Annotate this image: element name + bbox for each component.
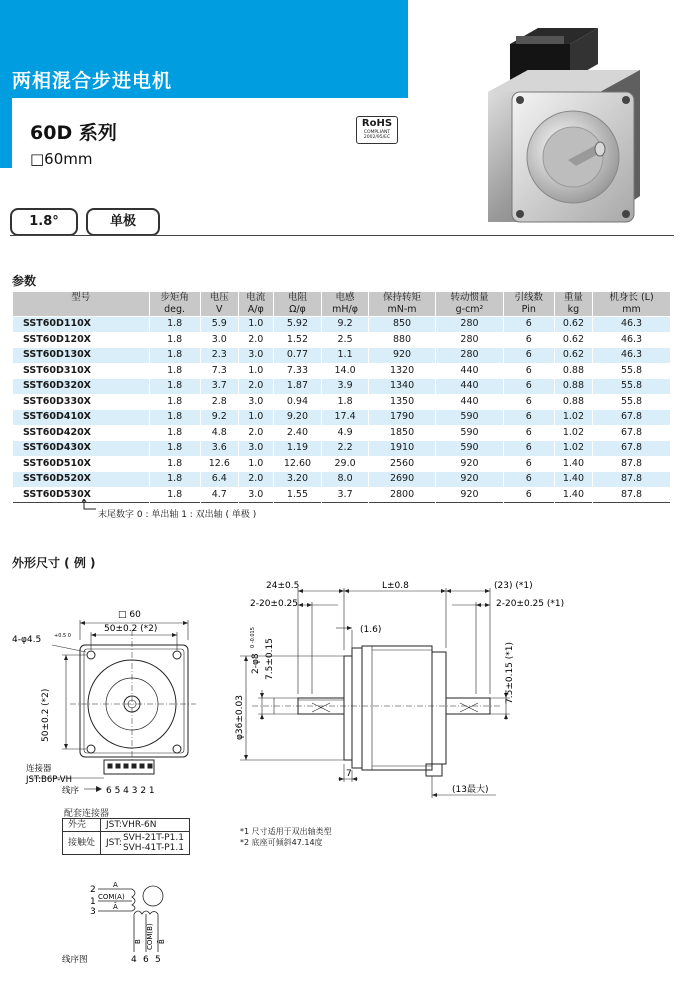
dimensions-heading: 外形尺寸 ( 例 )	[12, 556, 96, 570]
mating-connector-title: 配套连接器	[64, 809, 110, 819]
connector-label: 连接器	[26, 764, 52, 774]
table-row	[13, 456, 671, 472]
value-cell: 7.33	[273, 363, 322, 379]
value-cell: 0.62	[554, 348, 592, 364]
value-cell: 87.8	[593, 472, 670, 488]
model-cell: SST60D520X	[13, 472, 150, 488]
value-cell: 67.8	[593, 425, 670, 441]
dim-7-5-right: 7.5±0.15 (*1)	[505, 641, 515, 704]
dim-2-20-right: 2-20±0.25 (*1)	[496, 599, 565, 609]
value-cell: 0.62	[554, 332, 592, 348]
rohs-title: RoHS	[361, 118, 393, 129]
table-row	[13, 441, 671, 457]
rohs-directive: 2002/95/EC	[363, 135, 391, 140]
value-cell: 1320	[368, 363, 435, 379]
params-heading: 参数	[12, 274, 37, 288]
value-cell: 6	[503, 394, 554, 410]
value-cell: 4.9	[322, 425, 368, 441]
wire-pin-4: 4	[131, 955, 137, 965]
series-name: 60D 系列	[30, 122, 117, 144]
model-cell: SST60D510X	[13, 456, 150, 472]
value-cell: 46.3	[593, 332, 670, 348]
value-cell: 8.0	[322, 472, 368, 488]
value-cell: 1.0	[238, 363, 273, 379]
dim-boss-dia: φ36±0.03	[235, 695, 245, 740]
value-cell: 14.0	[322, 363, 368, 379]
model-cell: SST60D120X	[13, 332, 150, 348]
value-cell: 9.2	[200, 410, 238, 426]
value-cell: 2.8	[200, 394, 238, 410]
dim-7-5-left: 7.5±0.15	[265, 638, 275, 680]
note-arrow-icon	[82, 499, 98, 513]
value-cell: 3.0	[200, 332, 238, 348]
wire-pin-1: 1	[90, 897, 96, 907]
value-cell: 1.8	[149, 348, 200, 364]
front-holes-dim: 4-φ4.5	[12, 635, 42, 645]
value-cell: 55.8	[593, 379, 670, 395]
params-header-row-1	[13, 292, 671, 304]
dimension-drawings	[0, 570, 680, 984]
value-cell: 590	[436, 410, 503, 426]
value-cell: 280	[436, 317, 503, 333]
value-cell: 880	[368, 332, 435, 348]
value-cell: 3.7	[200, 379, 238, 395]
frame-size: □60mm	[30, 150, 93, 168]
value-cell: 440	[436, 394, 503, 410]
model-cell: SST60D410X	[13, 410, 150, 426]
value-cell: 1.1	[322, 348, 368, 364]
value-cell: 87.8	[593, 487, 670, 503]
value-cell: 1850	[368, 425, 435, 441]
value-cell: 1.8	[149, 456, 200, 472]
params-unit-cell: g-cm²	[436, 304, 503, 317]
value-cell: 7.3	[200, 363, 238, 379]
value-cell: 5.9	[200, 317, 238, 333]
value-cell: 590	[436, 441, 503, 457]
step-angle-tag: 1.8°	[10, 208, 78, 236]
table-row	[13, 487, 671, 503]
front-view-arrows	[64, 621, 188, 749]
value-cell: 6.4	[200, 472, 238, 488]
motor-type-tag: 单极	[86, 208, 160, 236]
value-cell: 2.0	[238, 332, 273, 348]
value-cell: 1.02	[554, 425, 592, 441]
model-cell: SST60D110X	[13, 317, 150, 333]
value-cell: 3.0	[238, 394, 273, 410]
wire-a-bar: Ā	[113, 903, 118, 911]
footnotes	[240, 826, 332, 848]
value-cell: 6	[503, 441, 554, 457]
model-cell: SST60D320X	[13, 379, 150, 395]
value-cell: 1790	[368, 410, 435, 426]
value-cell: 4.7	[200, 487, 238, 503]
value-cell: 0.88	[554, 363, 592, 379]
value-cell: 6	[503, 348, 554, 364]
value-cell: 2560	[368, 456, 435, 472]
value-cell: 2.5	[322, 332, 368, 348]
value-cell: 2.0	[238, 472, 273, 488]
front-view-drawing	[30, 620, 196, 792]
value-cell: 1.8	[149, 487, 200, 503]
value-cell: 67.8	[593, 410, 670, 426]
value-cell: 1.19	[273, 441, 322, 457]
wiring-label: 线序图	[62, 955, 88, 965]
housing-label: 外壳	[63, 819, 101, 832]
front-holes-tol: +0.5 0	[54, 633, 71, 639]
value-cell: 1.0	[238, 317, 273, 333]
value-cell: 1.8	[149, 363, 200, 379]
params-header-cell: 机身长 (L)	[593, 292, 670, 304]
value-cell: 6	[503, 379, 554, 395]
table-row	[13, 410, 671, 426]
contact-row	[63, 832, 190, 855]
connector-model: JST:B6P-VH	[26, 775, 72, 785]
value-cell: 1.02	[554, 410, 592, 426]
value-cell: 3.0	[238, 441, 273, 457]
front-pitch-v-dim: 50±0.2 (*2)	[41, 688, 51, 742]
value-cell: 12.6	[200, 456, 238, 472]
table-row	[13, 379, 671, 395]
housing-row	[63, 819, 190, 832]
pin-order-numbers: 6 5 4 3 2 1	[106, 786, 155, 796]
value-cell: 1.8	[322, 394, 368, 410]
value-cell: 55.8	[593, 363, 670, 379]
value-cell: 2.2	[322, 441, 368, 457]
value-cell: 920	[436, 456, 503, 472]
params-header-cell: 电阻	[273, 292, 322, 304]
contact-value-1: SVH-21T-P1.1	[122, 833, 184, 843]
value-cell: 1.40	[554, 487, 592, 503]
wire-com-b: COM(B)	[146, 923, 154, 950]
value-cell: 3.6	[200, 441, 238, 457]
value-cell: 1.02	[554, 441, 592, 457]
header-accent-strip	[0, 98, 12, 168]
value-cell: 1.55	[273, 487, 322, 503]
front-square-dim: □ 60	[118, 610, 141, 620]
wire-pin-6: 6	[143, 955, 149, 965]
model-cell: SST60D130X	[13, 348, 150, 364]
value-cell: 1.52	[273, 332, 322, 348]
params-header-cell: 电感	[322, 292, 368, 304]
dim-shaft-dia: 2-φ8	[251, 653, 261, 674]
value-cell: 1.40	[554, 472, 592, 488]
value-cell: 1340	[368, 379, 435, 395]
value-cell: 3.9	[322, 379, 368, 395]
value-cell: 1910	[368, 441, 435, 457]
value-cell: 55.8	[593, 394, 670, 410]
value-cell: 3.0	[238, 348, 273, 364]
value-cell: 440	[436, 379, 503, 395]
value-cell: 590	[436, 425, 503, 441]
params-header-cell: 转动惯量	[436, 292, 503, 304]
params-header-cell: 步矩角	[149, 292, 200, 304]
params-unit-cell: Ω/φ	[273, 304, 322, 317]
params-header-cell: 电流	[238, 292, 273, 304]
contact-prefix: JST:	[101, 832, 122, 855]
contact-value-2: SVH-41T-P1.1	[122, 843, 184, 853]
value-cell: 1350	[368, 394, 435, 410]
table-row	[13, 394, 671, 410]
front-pitch-h-dim: 50±0.2 (*2)	[104, 624, 158, 634]
value-cell: 2.40	[273, 425, 322, 441]
value-cell: 87.8	[593, 456, 670, 472]
value-cell: 2.3	[200, 348, 238, 364]
table-row	[13, 348, 671, 364]
value-cell: 46.3	[593, 317, 670, 333]
value-cell: 2.0	[238, 379, 273, 395]
params-unit-cell: mm	[593, 304, 670, 317]
side-view-drawing	[240, 588, 510, 798]
value-cell: 1.8	[149, 317, 200, 333]
value-cell: 6	[503, 472, 554, 488]
params-unit-cell: kg	[554, 304, 592, 317]
rohs-compliant: COMPLIANT	[363, 130, 391, 135]
value-cell: 17.4	[322, 410, 368, 426]
value-cell: 1.87	[273, 379, 322, 395]
value-cell: 1.8	[149, 472, 200, 488]
dim-24: 24±0.5	[266, 581, 300, 591]
footnote-2: *2 底座可倾斜47.14度	[240, 838, 323, 847]
params-header-row-2	[13, 304, 671, 317]
page-title: 两相混合步进电机	[12, 70, 173, 92]
model-cell: SST60D530X	[13, 487, 150, 503]
table-note: 末尾数字 0 : 单出轴 1 : 双出轴 ( 单极 )	[98, 510, 257, 520]
value-cell: 1.8	[149, 410, 200, 426]
wire-phase-b: B	[134, 939, 142, 944]
params-header-cell: 重量	[554, 292, 592, 304]
params-unit-cell	[13, 304, 150, 317]
value-cell: 29.0	[322, 456, 368, 472]
model-cell: SST60D420X	[13, 425, 150, 441]
value-cell: 280	[436, 332, 503, 348]
value-cell: 6	[503, 317, 554, 333]
value-cell: 6	[503, 487, 554, 503]
wire-com-a: COM(A)	[98, 893, 125, 901]
wire-pin-5: 5	[155, 955, 161, 965]
value-cell: 1.40	[554, 456, 592, 472]
params-table-body	[13, 317, 671, 503]
value-cell: 1.0	[238, 410, 273, 426]
dim-L: L±0.8	[382, 581, 409, 591]
wire-pin-2: 2	[90, 885, 96, 895]
value-cell: 1.8	[149, 394, 200, 410]
value-cell: 1.8	[149, 332, 200, 348]
params-header-cell: 电压	[200, 292, 238, 304]
params-unit-cell: V	[200, 304, 238, 317]
dim-7: 7	[346, 769, 352, 779]
model-cell: SST60D310X	[13, 363, 150, 379]
value-cell: 1.0	[238, 456, 273, 472]
wire-phase-a: A	[113, 881, 118, 889]
dim-23: (23) (*1)	[494, 581, 533, 591]
value-cell: 850	[368, 317, 435, 333]
table-row	[13, 363, 671, 379]
value-cell: 46.3	[593, 348, 670, 364]
value-cell: 9.20	[273, 410, 322, 426]
value-cell: 280	[436, 348, 503, 364]
value-cell: 3.7	[322, 487, 368, 503]
table-row	[13, 425, 671, 441]
pin-order-label: 线序	[62, 786, 80, 796]
params-unit-cell: Pin	[503, 304, 554, 317]
params-unit-cell: mN-m	[368, 304, 435, 317]
value-cell: 6	[503, 363, 554, 379]
value-cell: 440	[436, 363, 503, 379]
params-table	[12, 292, 670, 503]
params-unit-cell: mH/φ	[322, 304, 368, 317]
value-cell: 0.88	[554, 394, 592, 410]
table-row	[13, 317, 671, 333]
value-cell: 0.62	[554, 317, 592, 333]
value-cell: 920	[436, 472, 503, 488]
dim-13-max: (13最大)	[452, 785, 489, 795]
footnote-1: *1 尺寸适用于双出轴类型	[240, 827, 332, 836]
value-cell: 1.8	[149, 425, 200, 441]
mating-connector-table	[62, 818, 190, 855]
value-cell: 3.0	[238, 487, 273, 503]
value-cell: 6	[503, 332, 554, 348]
rohs-badge	[356, 116, 398, 144]
housing-value: JST:VHR-6N	[101, 819, 190, 832]
motor-photo	[440, 0, 680, 240]
value-cell: 67.8	[593, 441, 670, 457]
value-cell: 9.2	[322, 317, 368, 333]
value-cell: 0.77	[273, 348, 322, 364]
contact-label: 接触处	[63, 832, 101, 855]
params-header-cell: 型号	[13, 292, 150, 304]
value-cell: 0.94	[273, 394, 322, 410]
value-cell: 0.88	[554, 379, 592, 395]
value-cell: 2690	[368, 472, 435, 488]
dim-shaft-dia-tol: 0 -0.015	[250, 627, 256, 648]
dim-2-20-left: 2-20±0.25	[250, 599, 299, 609]
table-row	[13, 332, 671, 348]
params-header-cell: 保持转矩	[368, 292, 435, 304]
params-unit-cell: A/φ	[238, 304, 273, 317]
value-cell: 6	[503, 425, 554, 441]
value-cell: 5.92	[273, 317, 322, 333]
value-cell: 3.20	[273, 472, 322, 488]
value-cell: 920	[368, 348, 435, 364]
value-cell: 12.60	[273, 456, 322, 472]
model-cell: SST60D430X	[13, 441, 150, 457]
dim-1-6: (1.6)	[360, 625, 382, 635]
value-cell: 4.8	[200, 425, 238, 441]
model-cell: SST60D330X	[13, 394, 150, 410]
value-cell: 6	[503, 410, 554, 426]
value-cell: 2800	[368, 487, 435, 503]
value-cell: 6	[503, 456, 554, 472]
value-cell: 920	[436, 487, 503, 503]
wire-pin-3: 3	[90, 907, 96, 917]
table-row	[13, 472, 671, 488]
params-unit-cell: deg.	[149, 304, 200, 317]
wire-b-bar: B̄	[158, 939, 166, 944]
value-cell: 1.8	[149, 379, 200, 395]
value-cell: 1.8	[149, 441, 200, 457]
value-cell: 2.0	[238, 425, 273, 441]
params-header-cell: 引线数	[503, 292, 554, 304]
